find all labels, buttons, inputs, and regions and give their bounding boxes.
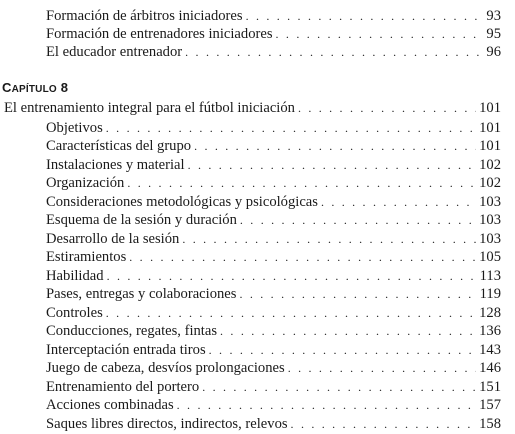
toc-entry-page: 103 [479,193,501,210]
toc-entry-page: 96 [486,44,501,60]
toc-entry-title: Instalaciones y material [46,156,185,173]
dot-leader [129,248,476,266]
toc-entry-title: Formación de entrenadores iniciadores [46,26,273,42]
toc-entry [46,230,501,248]
toc-entry [46,267,501,285]
dot-leader [127,174,476,192]
chapter-title-row [4,99,501,117]
toc-entry-page: 103 [479,212,501,228]
toc-entry [46,7,501,25]
toc-entry-page: 93 [486,8,501,24]
chapter-label-prefix: C [2,80,12,95]
toc-entry [46,396,501,414]
dot-leader [239,285,476,303]
toc-entry-title: Conducciones, regates, fintas [46,323,218,339]
dot-leader [177,396,476,414]
toc-entry-title: Acciones combinadas [46,397,174,413]
toc-entry [46,341,501,359]
toc-entry [46,156,501,174]
toc-entry-page: 113 [479,267,501,284]
toc-entry-page: 103 [479,230,501,247]
dot-leader [276,25,484,43]
dot-leader [240,211,476,229]
dot-leader [298,99,476,117]
toc-entry-title: Estiramientos [46,249,127,265]
dot-leader [220,322,476,340]
toc-entry-title: Entrenamiento del portero [46,378,200,395]
toc-entry-page: 119 [479,286,501,302]
toc-entry [46,322,501,340]
dot-leader [182,230,476,248]
toc-entry-page: 128 [479,304,501,321]
toc-entry-page: 101 [479,138,501,154]
chapter-page: 101 [479,100,501,116]
toc-entry-title: Interceptación entrada tiros [46,341,206,358]
toc-entry [46,248,501,266]
toc-entry-page: 157 [479,397,501,413]
chapter-title: El entrenamiento integral para el fútbol iniciación [4,100,295,116]
toc-entry-title: Juego de cabeza, desvíos prolongaciones [46,360,285,376]
toc-entry [46,174,501,192]
toc-entry [46,211,501,229]
toc-entry [46,137,501,155]
toc-entry [46,359,501,377]
dot-leader [106,304,476,322]
toc-entry-title: Controles [46,304,103,321]
dot-leader [202,378,476,396]
dot-leader [246,7,484,25]
dot-leader [209,341,476,359]
toc-entry-title: Desarrollo de la sesión [46,230,180,247]
dot-leader [291,415,477,433]
toc-entry [46,415,501,433]
dot-leader [321,193,476,211]
toc-entry-page: 136 [479,323,501,339]
dot-leader [194,137,476,155]
toc-entry-page: 95 [486,26,501,42]
toc-entry-page: 101 [479,119,501,136]
toc-entry-page: 102 [479,156,501,173]
chapter-label-smallcaps: APÍTULO [11,84,57,95]
toc-entry-page: 151 [479,378,501,395]
toc-entry-title: Esquema de la sesión y duración [46,212,237,228]
toc-entry-title: El educador entrenador [46,44,183,60]
toc-entry-title: Organización [46,175,125,191]
toc-entry-title: Objetivos [46,119,103,136]
dot-leader [107,267,477,285]
toc-entry-title: Saques libres directos, indirectos, relevos [46,415,288,432]
toc-entry-title: Pases, entregas y colaboraciones [46,286,237,302]
toc-entry-page: 158 [479,415,501,432]
toc-entry [46,25,501,43]
toc-entry-page: 143 [479,341,501,358]
toc-entry [46,378,501,396]
dot-leader [185,43,483,61]
dot-leader [188,156,477,174]
toc-entry-title: Consideraciones metodológicas y psicológicas [46,193,318,210]
toc-entry-page: 105 [479,249,501,265]
dot-leader [288,359,476,377]
toc-entry [46,119,501,137]
dot-leader [106,119,476,137]
toc-entry [46,193,501,211]
toc-entry [46,285,501,303]
toc-entry [46,304,501,322]
chapter-number: 8 [60,80,69,95]
toc-entry-page: 102 [479,175,501,191]
toc-entry-page: 146 [479,360,501,376]
toc-entry-title: Formación de árbitros iniciadores [46,8,243,24]
toc-entry [46,43,501,61]
toc-entry-title: Características del grupo [46,138,192,154]
toc-entry-title: Habilidad [46,267,104,284]
chapter-label [2,80,68,95]
